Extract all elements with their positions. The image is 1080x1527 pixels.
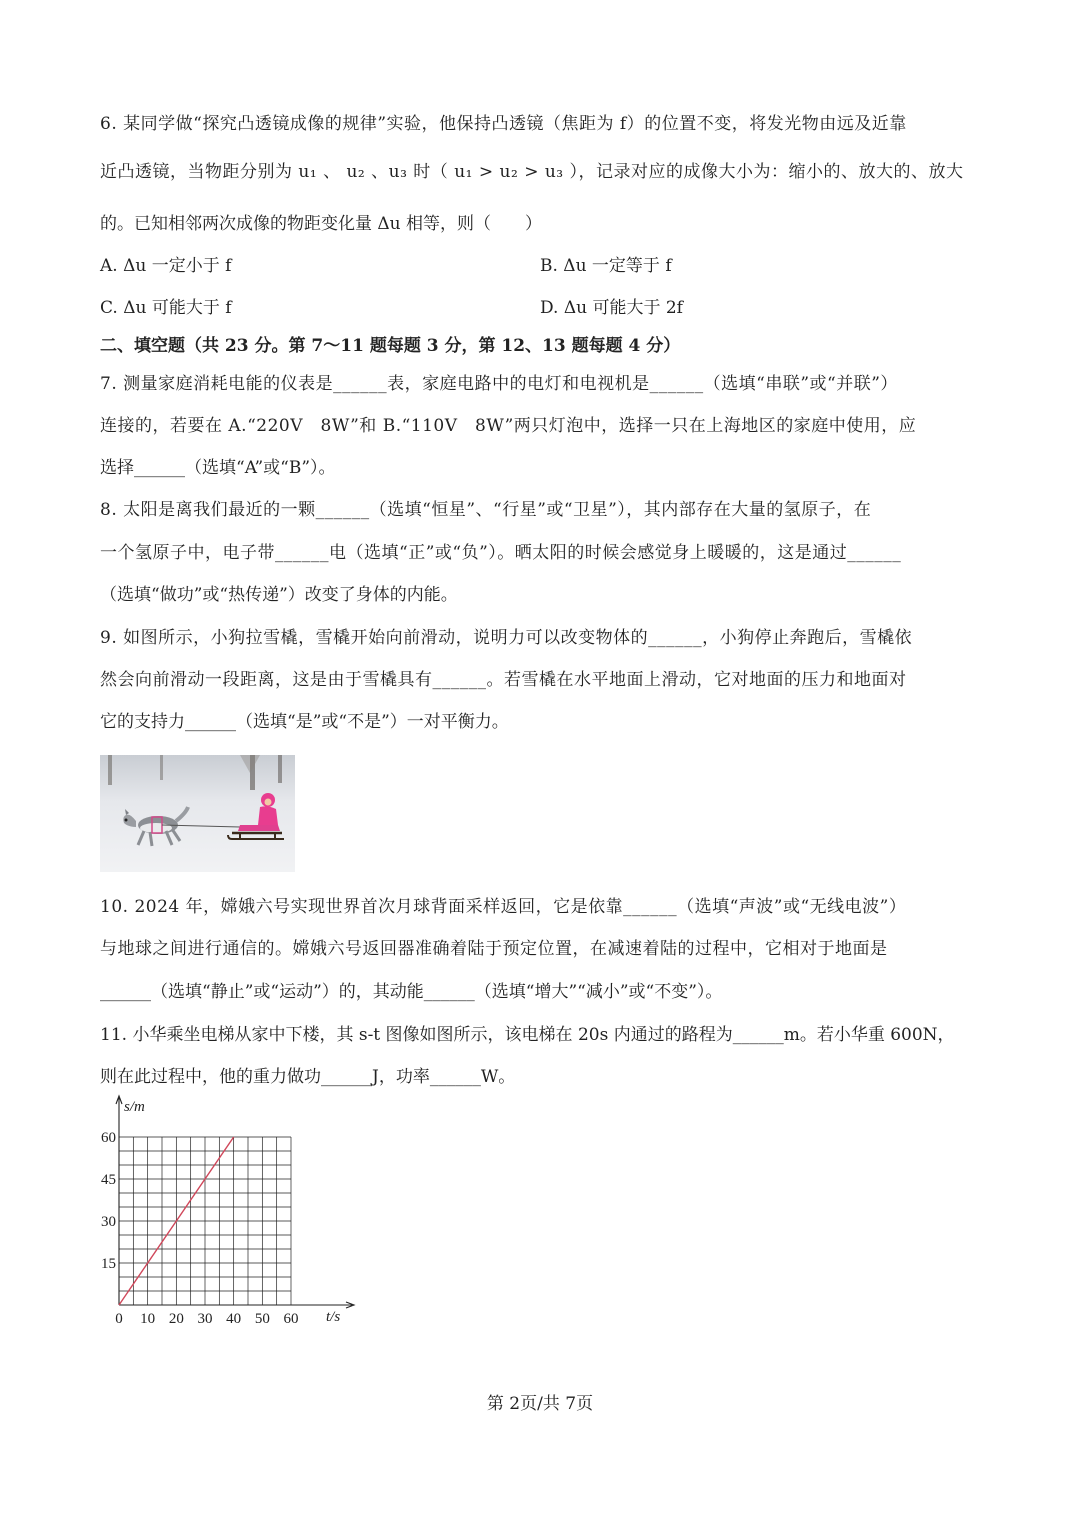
x-tick-label: 0 [115,1311,123,1327]
q8-line1: 8. 太阳是离我们最近的一颗______（选填“恒星”、“行星”或“卫星”），其内部存在大量的氢原子，在 [100,500,872,520]
q6-line2: 近凸透镜，当物距分别为 u₁ 、 u₂ 、u₃ 时（ u₁ > u₂ > u₃ ），记录对应的成像大小为：缩小的、放大的、放大 [100,162,964,182]
section-title: 二、填空题（共 23 分。第 7～11 题每题 3 分，第 12、13 题每题 4 分） [100,336,681,356]
q6-option-c: C. Δu 可能大于 f [100,298,232,318]
q9-line3: 它的支持力______（选填“是”或“不是”）一对平衡力。 [100,712,509,732]
q6-option-d: D. Δu 可能大于 2f [540,298,683,318]
q8-line3: （选填“做功”或“热传递”）改变了身体的内能。 [100,585,458,605]
x-tick-label: 60 [283,1311,299,1327]
y-tick-label: 15 [101,1256,116,1272]
y-tick-label: 30 [101,1214,116,1230]
x-tick-label: 40 [226,1311,242,1327]
dog-sled-photo [100,755,295,872]
y-tick-label: 60 [101,1130,116,1146]
x-tick-label: 30 [197,1311,213,1327]
chart-ylabel: s/m [124,1099,145,1115]
q11-line2: 则在此过程中，他的重力做功______J，功率______W。 [100,1067,516,1087]
q7-line1: 7. 测量家庭消耗电能的仪表是______表，家庭电路中的电灯和电视机是______（选填“串联”或“并联”） [100,374,898,394]
q9-line1: 9. 如图所示，小狗拉雪橇，雪橇开始向前滑动，说明力可以改变物体的______，小狗停止奔跑后，雪橇依 [100,628,913,648]
chart-grid [119,1137,291,1305]
q10-line2: 与地球之间进行通信的。嫦娥六号返回器准确着陆于预定位置，在减速着陆的过程中，它相对于地面是 [100,939,888,959]
st-chart [90,1090,360,1330]
x-tick-label: 10 [140,1311,156,1327]
q10-line3: ______（选填“静止”或“运动”）的，其动能______（选填“增大”“减小”或“不变”）。 [100,982,723,1002]
q6-option-a: A. Δu 一定小于 f [100,256,232,276]
q6-option-b: B. Δu 一定等于 f [540,256,672,276]
q9-line2: 然会向前滑动一段距离，这是由于雪橇具有______。若雪橇在水平地面上滑动，它对地面的压力和地面对 [100,670,907,690]
chart-axes [116,1096,354,1308]
x-tick-label: 50 [254,1311,270,1327]
q8-line2: 一个氢原子中，电子带______电（选填“正”或“负”）。晒太阳的时候会感觉身上暖暖的，这是通过______ [100,543,902,563]
q6-line1: 6. 某同学做“探究凸透镜成像的规律”实验，他保持凸透镜（焦距为 f）的位置不变，将发光物由远及近靠 [100,114,907,134]
q7-line2: 连接的，若要在 A.“220V 8W”和 B.“110V 8W”两只灯泡中，选择一只在上海地区的家庭中使用，应 [100,416,917,436]
q10-line1: 10. 2024 年，嫦娥六号实现世界首次月球背面采样返回，它是依靠______（选填“声波”或“无线电波”） [100,897,907,917]
page-footer: 第 2页/共 7页 [486,1394,594,1414]
chart-ticks [101,1130,299,1327]
x-tick-label: 20 [168,1311,184,1327]
q7-line3: 选择______（选填“A”或“B”）。 [100,458,336,478]
chart-xlabel: t/s [326,1309,341,1325]
q11-line1: 11. 小华乘坐电梯从家中下楼，其 s-t 图像如图所示，该电梯在 20s 内通过的路程为______m。若小华重 600N， [100,1025,955,1045]
q6-line3: 的。已知相邻两次成像的物距变化量 Δu 相等，则（ ） [100,214,543,234]
y-tick-label: 45 [101,1172,116,1188]
